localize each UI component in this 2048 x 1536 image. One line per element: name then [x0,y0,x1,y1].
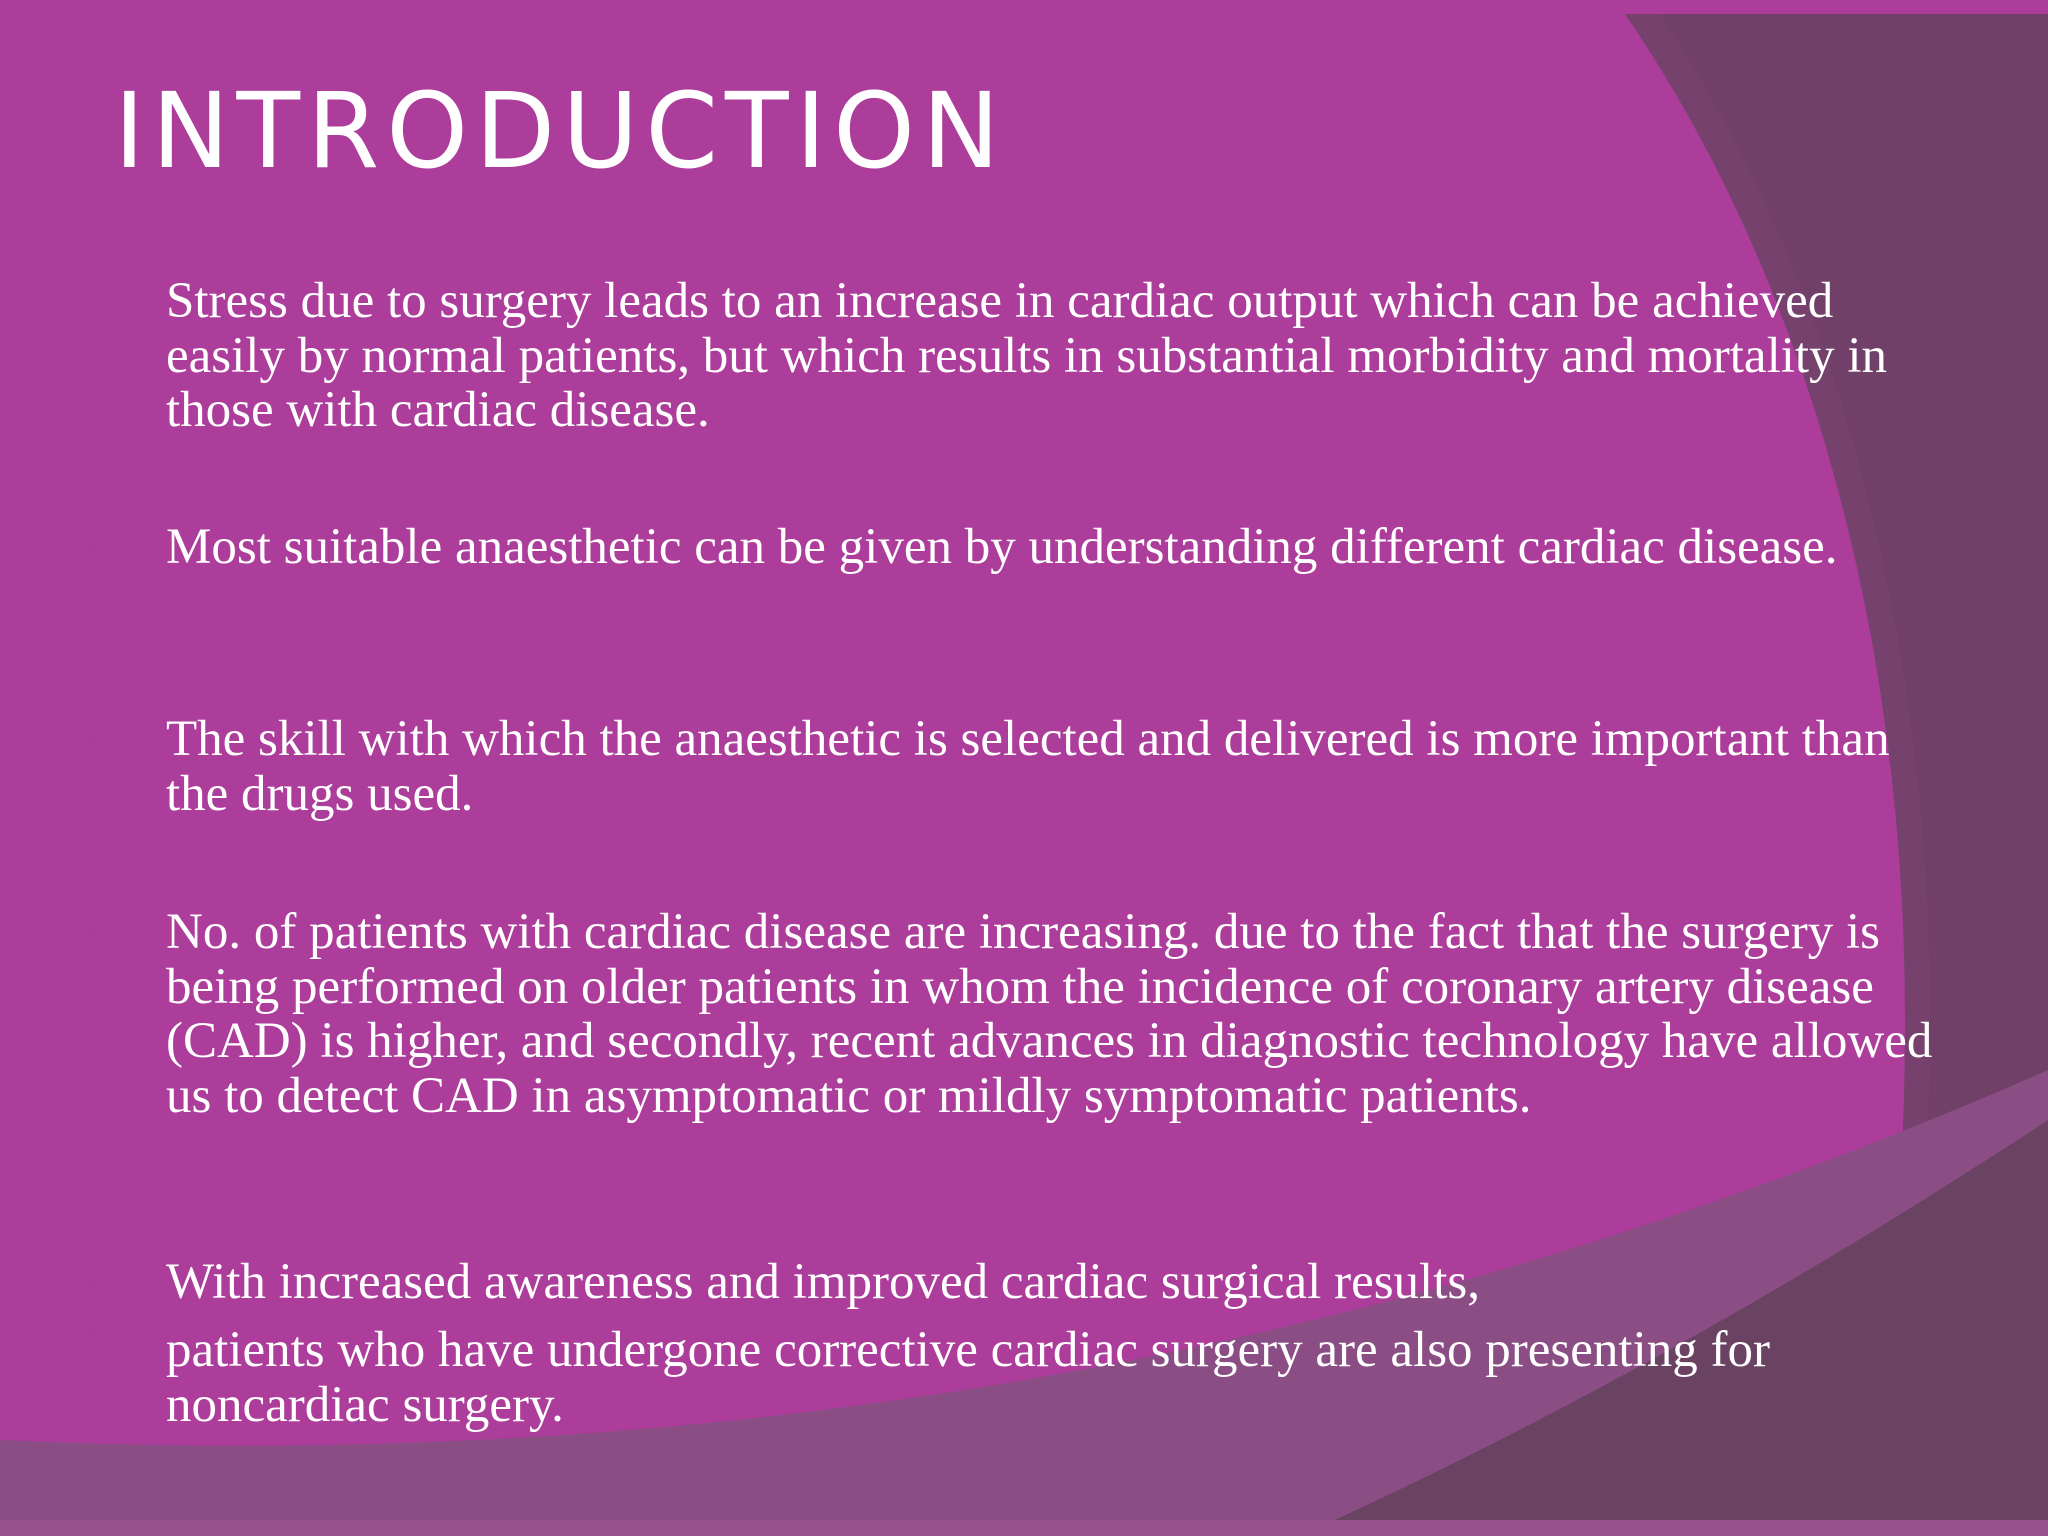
bullet-text: With increased awareness and improved cardiac surgical results, [166,1254,1480,1310]
bullet-text: Stress due to surgery leads to an increase in cardiac output which can be achieved easily by normal patients, but which results in substantial morbidity and mortality in those with cardiac disease. [166,273,1888,438]
bottom-strip [0,1520,2048,1536]
bullet-marker-icon [78,1262,94,1288]
bullet-marker-icon [78,652,94,678]
bullet-text: Most suitable anaesthetic can be given by understanding different cardiac disease. [166,519,1838,575]
bullet-marker-icon [78,1328,94,1354]
bullet-text: No. of patients with cardiac disease are increasing. due to the fact that the surgery is being performed on older patients in whom the incidence of coronary artery disease (CAD) is higher, and secondly, recent advances in diagnostic technology have allowed us to detect CAD in asymptomatic or mildly symptomatic patients. [166,904,1933,1124]
bullet-marker-icon [78,910,94,936]
bullet-text: The skill with which the anaesthetic is selected and delivered is more important than the drugs used. [166,711,1890,822]
bullet-marker-icon [78,718,94,744]
bullet-marker-icon [78,279,94,305]
slide-title: INTRODUCTION [114,70,1007,192]
bullet-text: patients who have undergone corrective cardiac surgery are also presenting for noncardiac surgery. [166,1322,1770,1433]
bullet-marker-icon [78,526,94,552]
